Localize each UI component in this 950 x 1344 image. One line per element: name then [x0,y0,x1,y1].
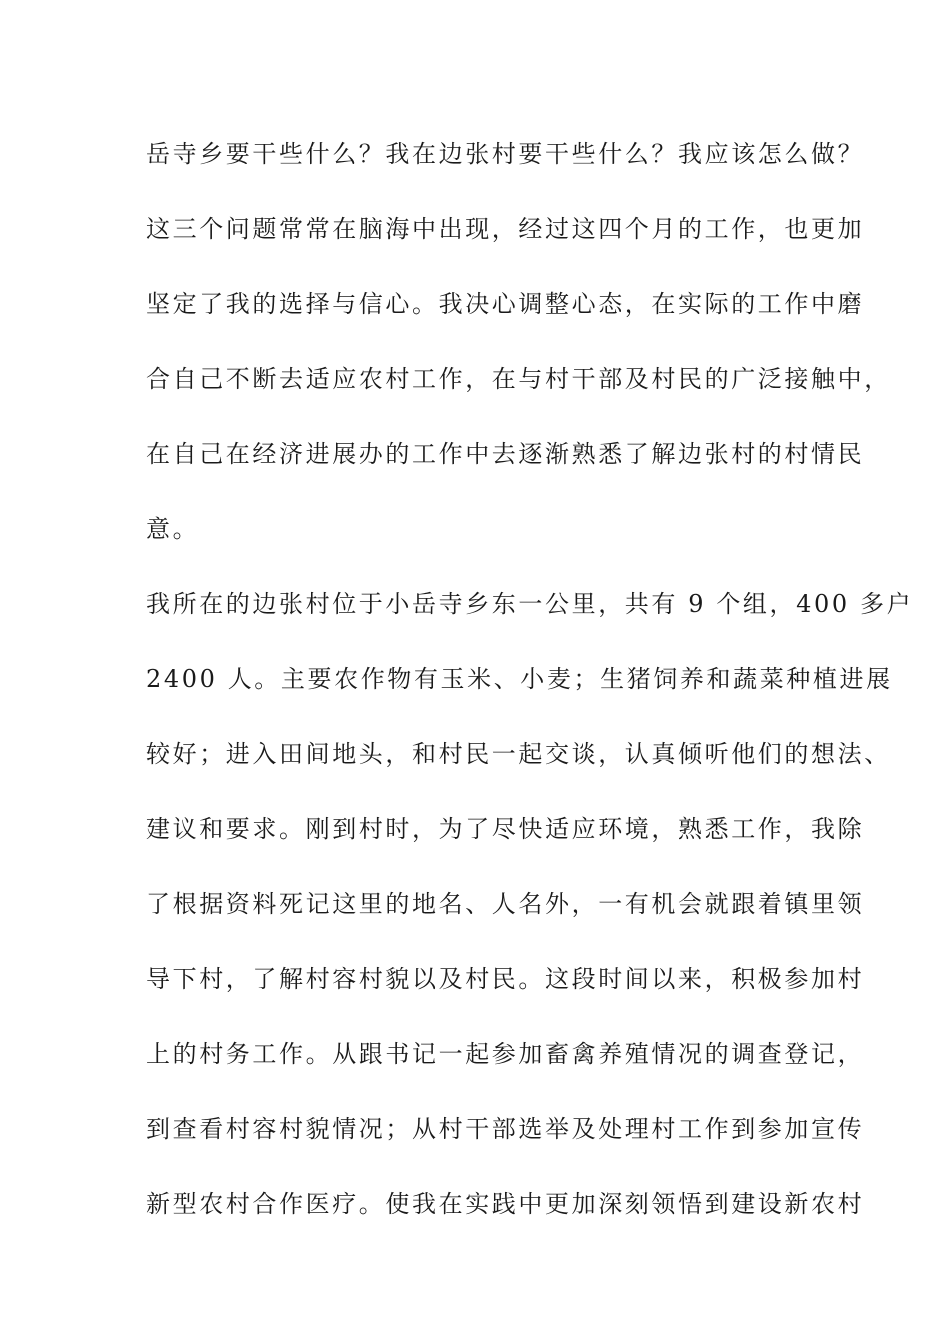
text-line: 我所在的边张村位于小岳寺乡东一公里，共有 9 个组，400 多户 [146,590,914,618]
text-line: 意。 [146,515,200,543]
text-line: 导下村，了解村容村貌以及村民。这段时间以来，积极参加村 [146,965,865,993]
text-line: 岳寺乡要干些什么？我在边张村要干些什么？我应该怎么做？ [146,140,865,168]
text-line: 2400 人。主要农作物有玉米、小麦；生猪饲养和蔬菜种植进展 [146,665,893,693]
text-line: 合自己不断去适应农村工作，在与村干部及村民的广泛接触中， [146,365,891,393]
text-line: 建议和要求。刚到村时，为了尽快适应环境，熟悉工作，我除 [146,815,865,843]
text-line: 新型农村合作医疗。使我在实践中更加深刻领悟到建设新农村 [146,1190,865,1218]
text-line: 在自己在经济进展办的工作中去逐渐熟悉了解边张村的村情民 [146,440,865,468]
text-line: 了根据资料死记这里的地名、人名外，一有机会就跟着镇里领 [146,890,865,918]
text-line: 坚定了我的选择与信心。我决心调整心态，在实际的工作中磨 [146,290,865,318]
text-line: 到查看村容村貌情况；从村干部选举及处理村工作到参加宣传 [146,1115,865,1143]
body-text [146,134,914,1259]
text-line: 上的村务工作。从跟书记一起参加畜禽养殖情况的调查登记， [146,1040,865,1068]
text-line: 这三个问题常常在脑海中出现，经过这四个月的工作，也更加 [146,215,865,243]
text-line: 较好；进入田间地头，和村民一起交谈，认真倾听他们的想法、 [146,740,891,768]
